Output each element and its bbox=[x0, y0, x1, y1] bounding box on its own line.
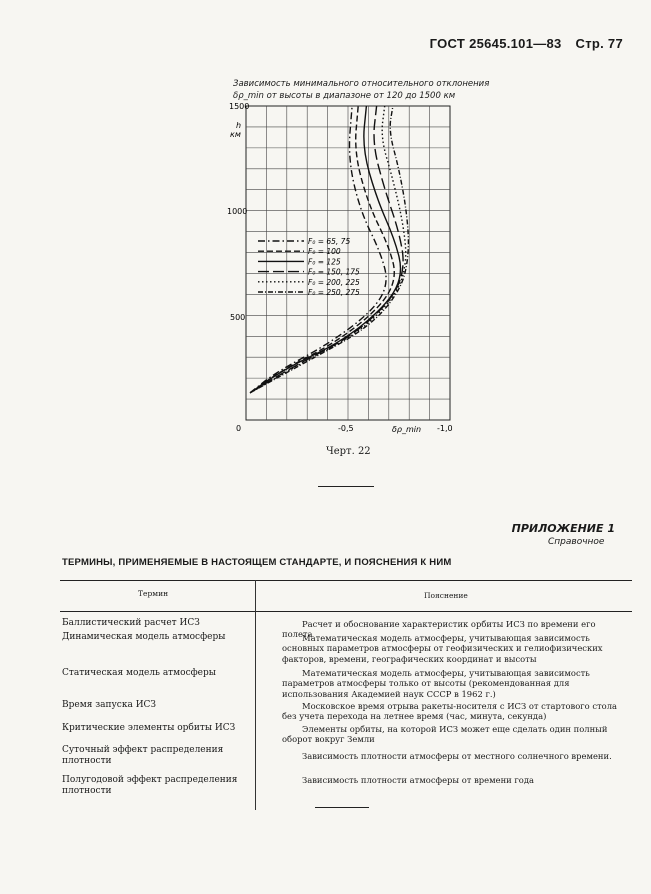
table-row-term: Суточный эффект распределения плотности bbox=[62, 745, 224, 766]
table-header bbox=[60, 580, 632, 612]
table-row-term: Полугодовой эффект распределения плотности bbox=[62, 775, 238, 796]
table-row-explanation: Математическая модель атмосферы, учитывающая зависимость параметров атмосферы только от высоты (рекомендованная для использования Академией наук СССР в 1962 г.) bbox=[282, 668, 590, 699]
chart-title-line-2: δρ_min от высоты в диапазоне от 120 до 1500 км bbox=[233, 91, 456, 101]
bottom-separator-rule bbox=[315, 807, 369, 808]
x-tick-zero: 0 bbox=[236, 424, 242, 433]
page-number: Стр. 77 bbox=[575, 36, 623, 51]
table-row-explanation: Зависимость плотности атмосферы от местного солнечного времени. bbox=[302, 751, 612, 761]
appendix-title: ПРИЛОЖЕНИЕ 1 bbox=[511, 522, 615, 535]
table-row-term: Динамическая модель атмосферы bbox=[62, 632, 226, 642]
figure-caption: Черт. 22 bbox=[326, 446, 371, 457]
terms-table bbox=[60, 580, 632, 796]
legend-label-2: F₀ = 100 bbox=[308, 247, 341, 257]
y-tick-1500: 1500 bbox=[229, 102, 250, 111]
column-header-term: Термин bbox=[138, 589, 169, 598]
section-title: ТЕРМИНЫ, ПРИМЕНЯЕМЫЕ В НАСТОЯЩЕМ СТАНДАРТЕ, И ПОЯСНЕНИЯ К НИМ bbox=[62, 557, 452, 568]
chart-legend bbox=[258, 237, 360, 297]
y-tick-1000: 1000 bbox=[227, 207, 248, 216]
table-row-explanation: Московское время отрыва ракеты-носителя с ИСЗ от стартового стола без учета перехода на летнее время (час, минута, секунда) bbox=[282, 701, 618, 722]
legend-label-3: F₀ = 125 bbox=[308, 257, 341, 267]
legend-label-4: F₀ = 150, 175 bbox=[308, 267, 360, 277]
table-row-term: Баллистический расчет ИСЗ bbox=[62, 618, 200, 628]
table-row-explanation: Зависимость плотности атмосферы от времени года bbox=[302, 775, 534, 785]
y-tick-500: 500 bbox=[230, 313, 246, 322]
table-row-explanation: Математическая модель атмосферы, учитывающая зависимость основных параметров атмосферы от геофизических и гелиофизических факторов, времени, географических координат и высоты bbox=[282, 633, 603, 664]
y-axis-unit: км bbox=[230, 130, 241, 139]
legend-label-1: F₀ = 65, 75 bbox=[308, 237, 351, 246]
table-row-explanation: Расчет и обоснование характеристик орбиты ИСЗ по времени его полета bbox=[282, 619, 596, 640]
legend-label-5: F₀ = 200, 225 bbox=[308, 277, 360, 287]
table-row-term: Статическая модель атмосферы bbox=[62, 668, 216, 678]
table-row-term: Время запуска ИСЗ bbox=[62, 700, 157, 710]
y-axis-label: h bbox=[236, 121, 242, 130]
legend-label-6: F₀ = 250, 275 bbox=[308, 288, 360, 297]
table-row-term: Критические элементы орбиты ИСЗ bbox=[62, 723, 236, 733]
standard-number: ГОСТ 25645.101—83 bbox=[429, 36, 562, 51]
separator-rule bbox=[318, 486, 374, 487]
table-row-explanation: Элементы орбиты, на которой ИСЗ может еще сделать один полный оборот вокруг Земли bbox=[282, 724, 608, 745]
x-tick-one: -1,0 bbox=[437, 424, 453, 433]
column-header-explanation: Пояснение bbox=[424, 591, 468, 600]
chart-title-line-1: Зависимость минимального относительного отклонения bbox=[233, 79, 490, 89]
appendix-subtitle: Справочное bbox=[548, 537, 605, 547]
column-divider bbox=[255, 580, 256, 810]
x-tick-half: -0,5 bbox=[338, 424, 354, 433]
x-axis-label: δρ_min bbox=[392, 425, 422, 434]
